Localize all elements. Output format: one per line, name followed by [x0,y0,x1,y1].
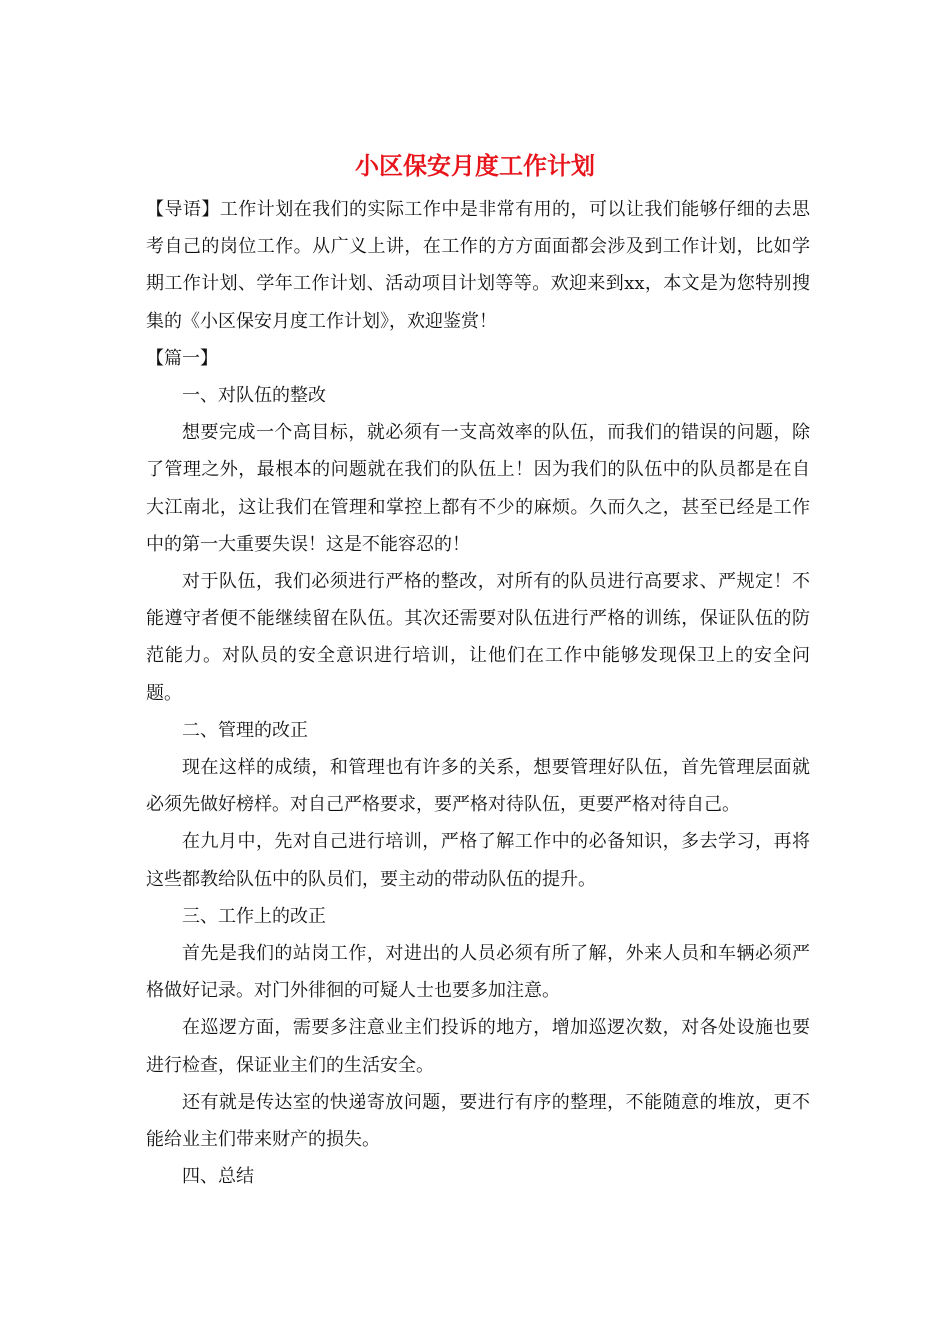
section-label-part-one: 【篇一】 [146,347,218,369]
heading-summary: 四、总结 [182,1166,254,1188]
body-paragraph: 还有就是传达室的快递寄放问题，要进行有序的整理，不能随意的堆放，更不能给业主们带来财产的损失。 [146,1091,810,1151]
body-paragraph: 首先是我们的站岗工作，对进出的人员必须有所了解，外来人员和车辆必须严格做好记录。对门外徘徊的可疑人士也要多加注意。 [146,943,810,1002]
body-paragraph: 对于队伍，我们必须进行严格的整改，对所有的队员进行高要求、严规定！不能遵守者便不能继续留在队伍。其次还需要对队伍进行严格的训练，保证队伍的防范能力。对队员的安全意识进行培训，让他们在工作中能够发现保卫上的安全问题。 [146,571,810,704]
intro-paragraph: 【导语】工作计划在我们的实际工作中是非常有用的，可以让我们能够仔细的去思考自己的岗位工作。从广义上讲，在工作的方方面面都会涉及到工作计划，比如学期工作计划、学年工作计划、活动项目计划等等。欢迎来到xx，本文是为您特别搜集的《小区保安月度工作计划》，欢迎鉴赏！ [146,199,810,332]
document-body [146,191,810,1195]
body-paragraph: 在巡逻方面，需要多注意业主们投诉的地方，增加巡逻次数，对各处设施也要进行检查，保证业主们的生活安全。 [146,1017,810,1076]
heading-work-correction: 三、工作上的改正 [182,905,326,927]
heading-management-correction: 二、管理的改正 [182,719,308,741]
body-paragraph: 现在这样的成绩，和管理也有许多的关系，想要管理好队伍，首先管理层面就必须先做好榜样。对自己严格要求，要严格对待队伍，更要严格对待自己。 [146,757,810,816]
document-title: 小区保安月度工作计划 [355,151,595,180]
body-paragraph: 想要完成一个高目标，就必须有一支高效率的队伍，而我们的错误的问题，除了管理之外，最根本的问题就在我们的队伍上！因为我们的队伍中的队员都是在自大江南北，这让我们在管理和掌控上都有不少的麻烦。久而久之，甚至已经是工作中的第一大重要失误！这是不能容忍的！ [146,422,810,555]
heading-team-rectification: 一、对队伍的整改 [182,385,326,407]
body-paragraph: 在九月中，先对自己进行培训，严格了解工作中的必备知识，多去学习，再将这些都教给队伍中的队员们，要主动的带动队伍的提升。 [146,831,810,890]
